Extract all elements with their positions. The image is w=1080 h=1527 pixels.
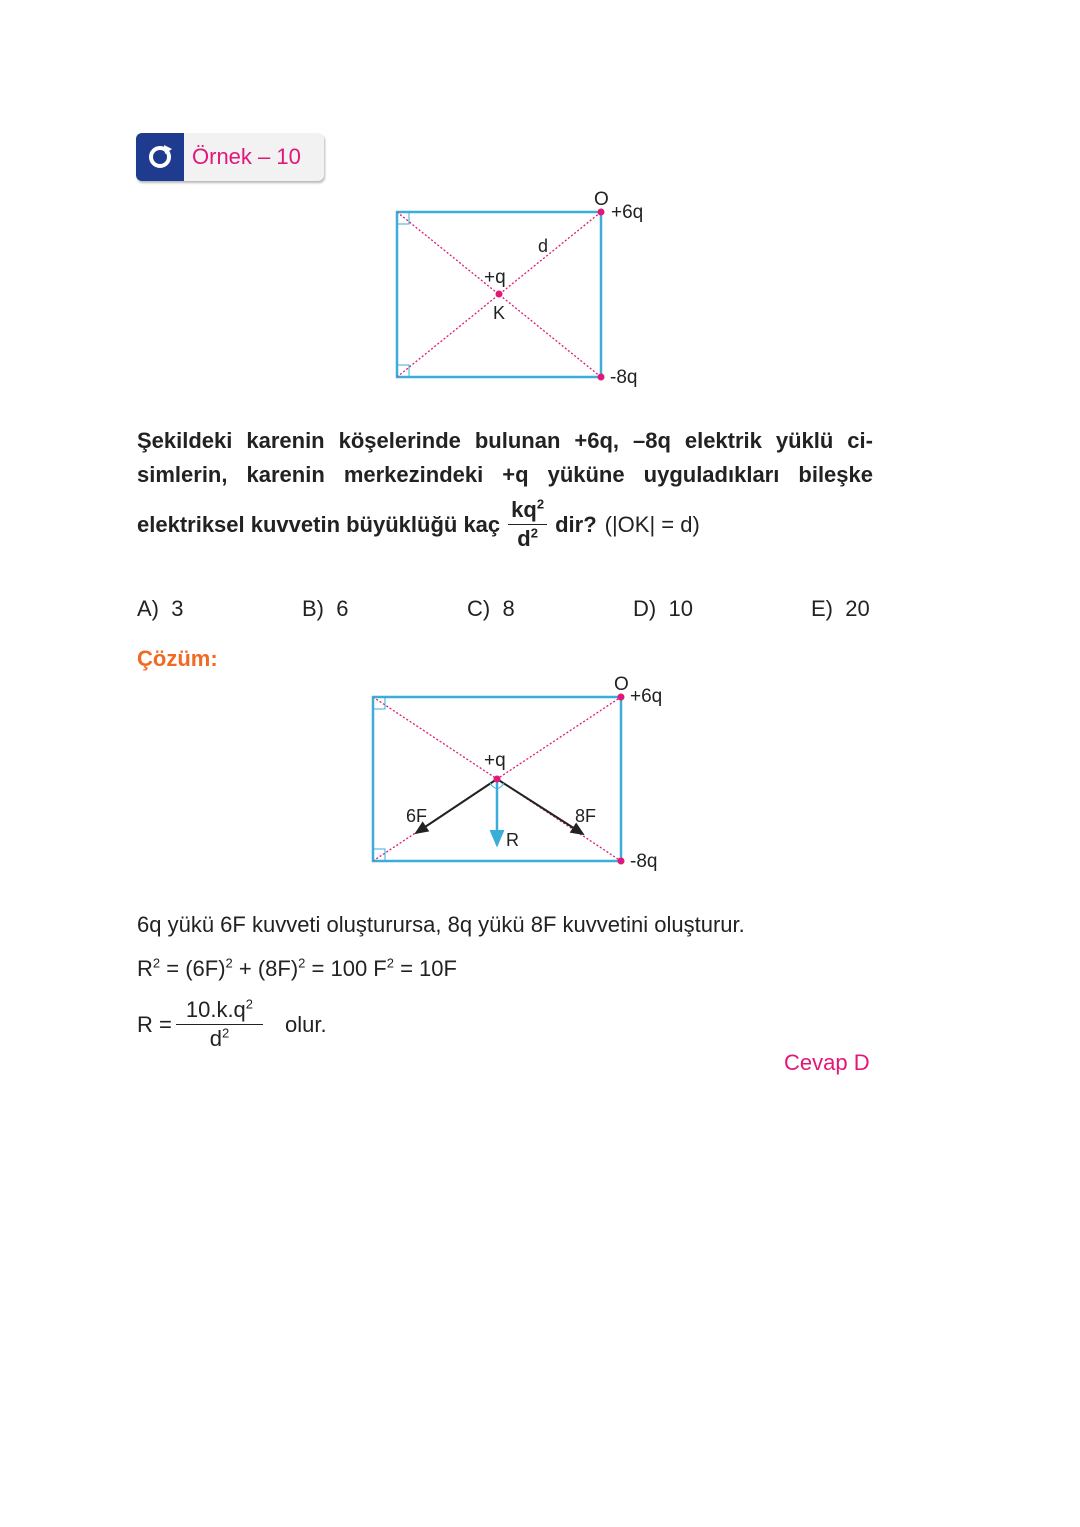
choice-b[interactable]: B) 6: [302, 596, 349, 621]
label-O: O: [594, 189, 609, 210]
label-O: O: [614, 674, 629, 695]
solution-equation-1: $R^2 = (6F)^2 + (8F)^2 = 100$ $F^2 = 10F$: [137, 955, 457, 981]
choice-e[interactable]: E) 20: [811, 596, 870, 621]
problem-figure: [380, 185, 680, 395]
right-angle-mark: [373, 849, 385, 861]
label-plus-6q: +6q: [611, 202, 644, 223]
fraction-denominator-exp: 2: [530, 525, 538, 541]
refresh-icon: [136, 133, 184, 181]
answer-label: Cevap D: [784, 1050, 870, 1075]
label-plus-6q: +6q: [630, 686, 663, 707]
question-text: [137, 424, 873, 492]
choice-c[interactable]: C) 8: [467, 596, 515, 621]
example-title: Örnek – 10: [192, 144, 301, 169]
question-line-3-start: elektriksel kuvvetin büyüklüğü kaç: [137, 511, 501, 537]
question-line-3: [137, 496, 700, 553]
question-fraction: [508, 496, 547, 553]
right-angle-mark: [373, 697, 385, 709]
equation-lhs: R =: [137, 1011, 172, 1037]
force-8F-arrow: [497, 779, 583, 834]
charge-dot-bottom: [598, 374, 605, 381]
force-6F-arrow: [416, 779, 497, 833]
label-minus-8q: -8q: [610, 367, 638, 388]
example-badge: [136, 133, 324, 181]
solution-figure: [360, 670, 690, 880]
label-8F: 8F: [575, 806, 597, 826]
label-minus-8q: -8q: [630, 851, 658, 872]
choice-a[interactable]: A) 3: [137, 596, 184, 621]
label-d: d: [538, 236, 549, 256]
solution-line-1: 6q yükü 6F kuvveti oluşturursa, 8q yükü 8F kuvvetini oluşturur.: [137, 912, 745, 937]
label-K: K: [493, 303, 506, 323]
solution-equation-2: [137, 996, 327, 1053]
fraction-numerator-exp: 2: [536, 496, 545, 512]
question-line-1: Şekildeki karenin köşelerinde bulunan +6q, –8q elektrik yüklü ci-: [137, 428, 873, 453]
charge-dot-center: [494, 776, 501, 783]
charge-dot-center: [496, 291, 503, 298]
charge-dot-bottom: [618, 858, 625, 865]
label-R: R: [506, 830, 519, 850]
label-6F: 6F: [406, 806, 428, 826]
right-angle-mark: [397, 365, 409, 377]
fraction-numerator: kq: [511, 497, 537, 522]
label-plus-q: +q: [484, 750, 506, 771]
choice-d[interactable]: D) 10: [633, 596, 693, 621]
question-line-3-end: dir?: [555, 511, 597, 537]
question-condition: (|OK| = d): [604, 511, 700, 537]
fraction-denominator: d: [517, 526, 531, 551]
question-line-2: simlerin, karenin merkezindeki +q yüküne uyguladıkları bileşke: [137, 462, 873, 487]
right-angle-mark: [397, 212, 409, 224]
solution-fraction: $\frac{10.k.q^2}{d^2}$: [176, 996, 263, 1053]
solution-title: Çözüm:: [137, 646, 218, 671]
label-plus-q: +q: [484, 267, 506, 288]
equation-tail: olur.: [285, 1011, 327, 1037]
